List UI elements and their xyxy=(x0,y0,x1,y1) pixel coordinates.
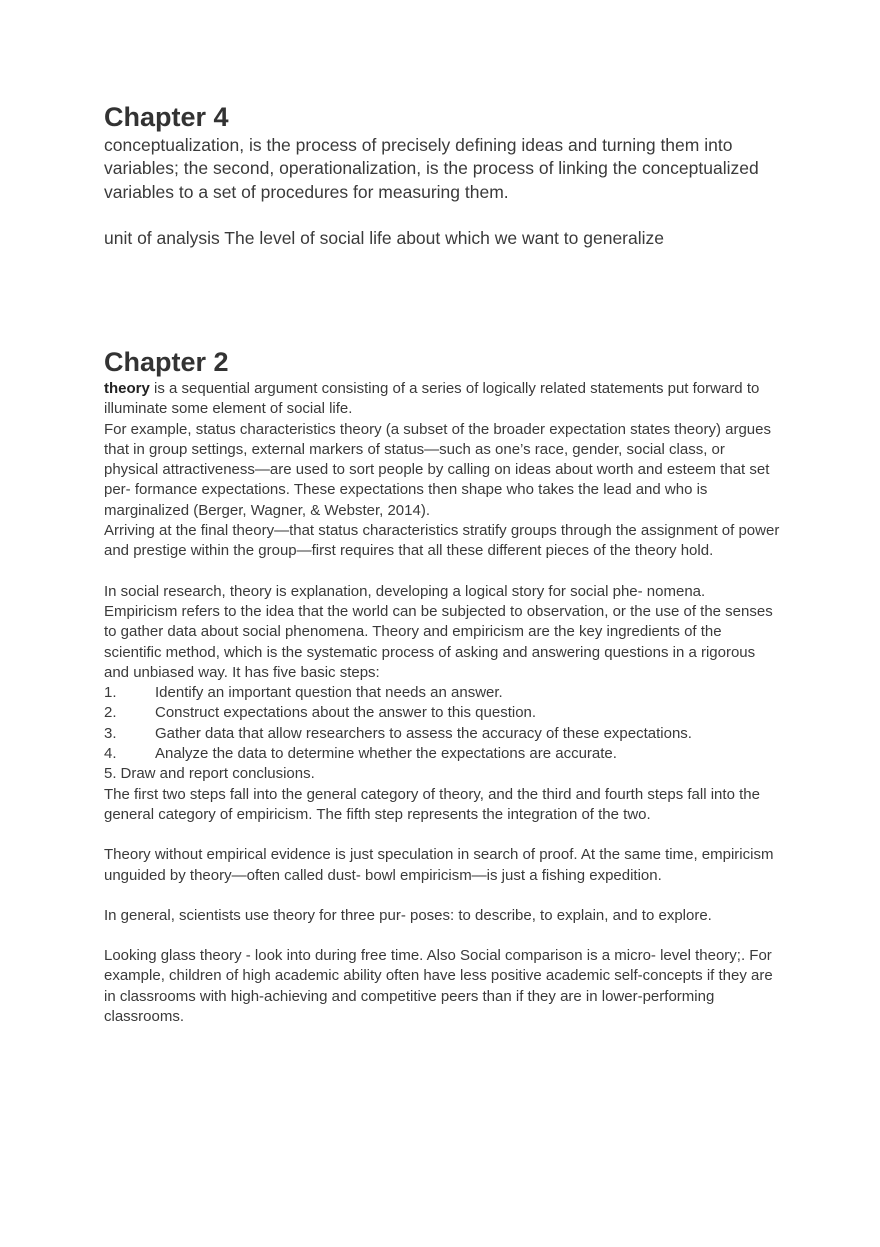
document-page xyxy=(104,100,780,1027)
conceptualization-paragraph: conceptualization, is the process of precisely defining ideas and turning them into variables; the second, operationalization, is the process of linking the conceptualized variables to a set of procedures for measuring them. xyxy=(104,135,759,202)
step-text: Identify an important question that needs an answer. xyxy=(155,684,503,702)
list-item xyxy=(104,744,780,764)
list-item xyxy=(104,683,780,703)
theory-definition-paragraph xyxy=(104,379,780,420)
theory-term: theory xyxy=(104,380,150,397)
list-item xyxy=(104,724,780,744)
step-text: Gather data that allow researchers to assess the accuracy of these expectations. xyxy=(155,724,692,742)
social-research-paragraph: In social research, theory is explanation, developing a logical story for social phe- nomena. Empiricism refers to the idea that the world can be subjected to observation, or the use of the senses to gather data about social phenomena. Theory and empiricism are the key ingredients of the scientific method, which is the systematic process of asking and answering questions in a rigorous and unbiased way. It has five basic steps: xyxy=(104,582,773,681)
purposes-paragraph: In general, scientists use theory for three pur- poses: to describe, to explain, and to explore. xyxy=(104,906,712,924)
list-item xyxy=(104,703,780,723)
scientific-method-steps xyxy=(104,683,780,784)
first-two-steps-paragraph: The first two steps fall into the general category of theory, and the third and fourth steps fall into the general category of empiricism. The fifth step represents the integration of the two. xyxy=(104,785,760,823)
step-number: 2. xyxy=(104,704,117,722)
step-number: 4. xyxy=(104,745,117,763)
speculation-paragraph: Theory without empirical evidence is just speculation in search of proof. At the same time, empiricism unguided by theory—often called dust- bowl empiricism—is just a fishing expedition. xyxy=(104,846,774,884)
step-number: 1. xyxy=(104,684,117,702)
step-text: Draw and report conclusions. xyxy=(120,765,315,783)
chapter-4-heading: Chapter 4 xyxy=(104,102,229,132)
chapter-2-section xyxy=(104,345,780,1027)
step-number: 5. xyxy=(104,765,117,783)
theory-definition-text: is a sequential argument consisting of a series of logically related statements put forward to illuminate some element of social life. xyxy=(104,380,760,418)
step-number: 3. xyxy=(104,724,117,742)
chapter-2-heading: Chapter 2 xyxy=(104,347,229,377)
step-text: Analyze the data to determine whether the expectations are accurate. xyxy=(155,745,617,763)
example-paragraph: For example, status characteristics theory (a subset of the broader expectation states theory) argues that in group settings, external markers of status—such as one’s race, gender, social class, or physical attractiveness—are used to sort people by calling on ideas about worth and esteem that set per- formance expectations. These expectations then shape who takes the lead and who is marginalized (Berger, Wagner, & Webster, 2014). xyxy=(104,420,771,519)
chapter-4-section xyxy=(104,100,780,345)
step-text: Construct expectations about the answer to this question. xyxy=(155,704,537,722)
looking-glass-paragraph: Looking glass theory - look into during free time. Also Social comparison is a micro- level theory;. For example, children of high academic ability often have less positive academic self-concepts if they are in classrooms with high-achieving and competitive peers than if they are in lower-performing classrooms. xyxy=(104,947,773,1026)
unit-of-analysis-paragraph: unit of analysis The level of social life about which we want to generalize xyxy=(104,227,664,248)
arriving-paragraph: Arriving at the final theory—that status characteristics stratify groups through the assignment of power and prestige within the group—first requires that all these different pieces of the theory hold. xyxy=(104,522,780,560)
list-item xyxy=(104,764,780,784)
